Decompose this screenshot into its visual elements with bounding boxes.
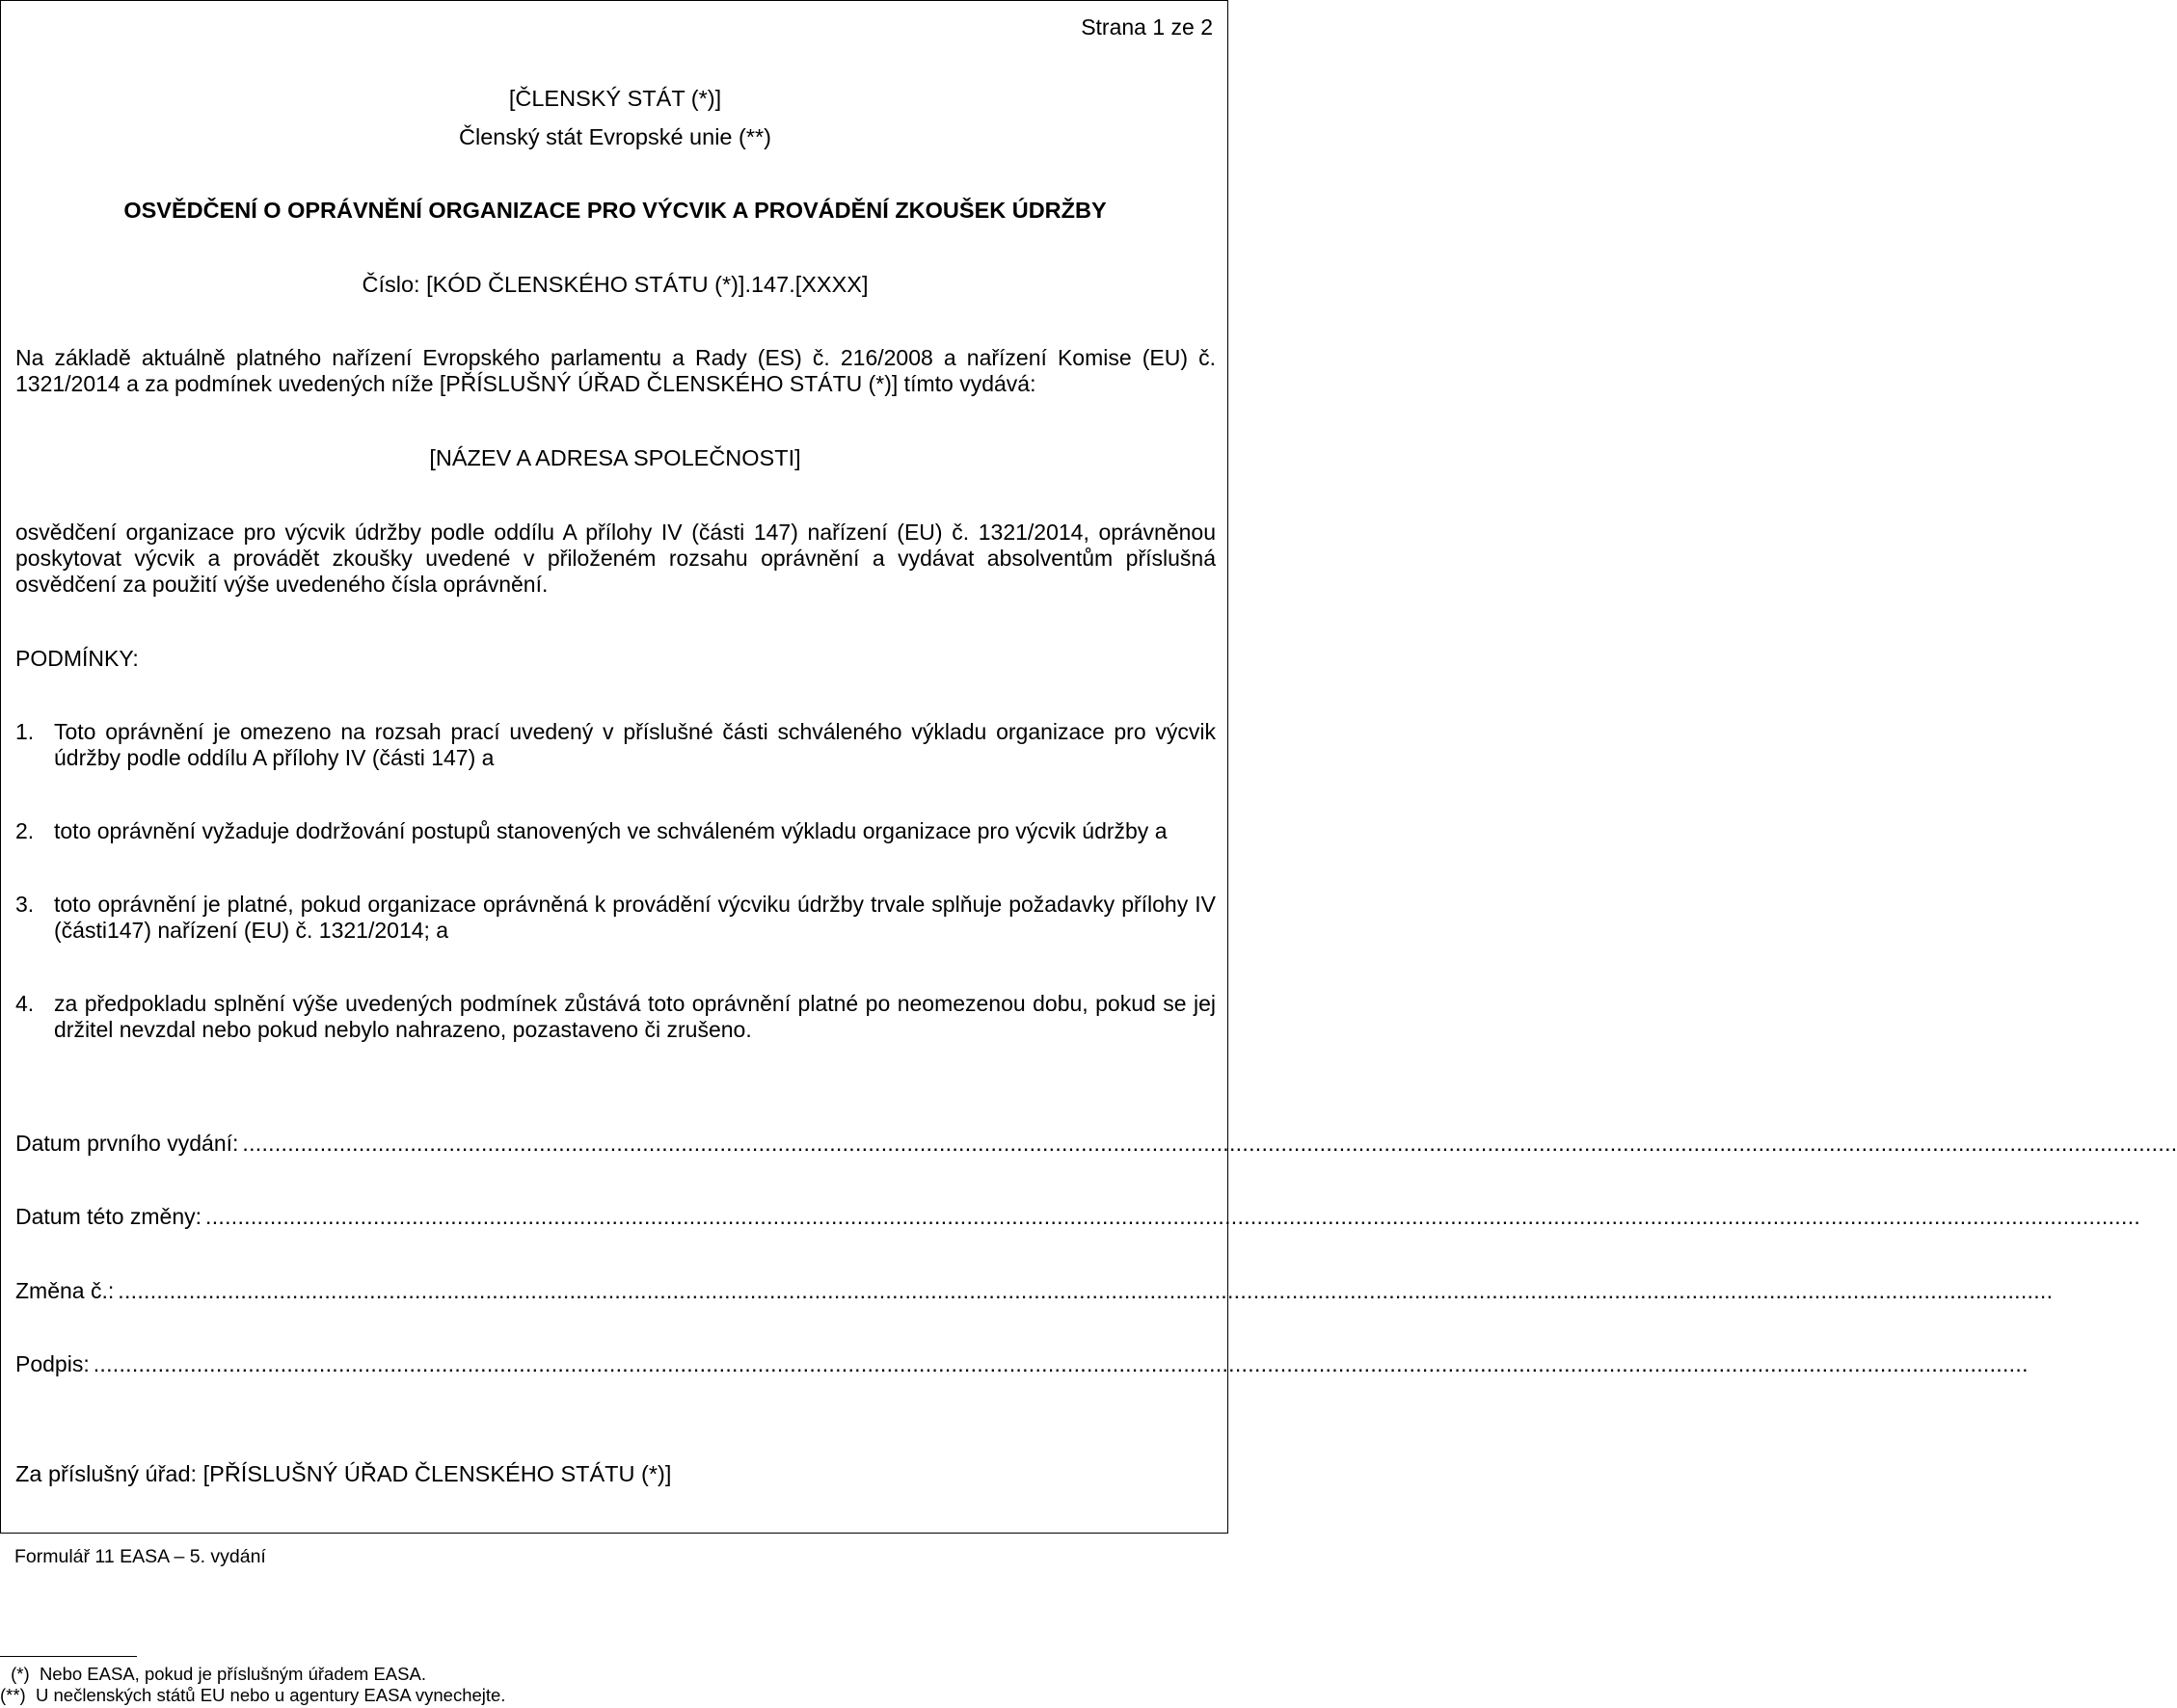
condition-number: 2.	[15, 818, 35, 843]
fill-line[interactable]: ............................................................................................................................................................................................................................................................................................................	[205, 1204, 2141, 1229]
condition-text: toto oprávnění je platné, pokud organizace oprávněná k provádění výcviku údržby trvale splňuje požadavky přílohy IV (části147) nařízení (EU) č. 1321/2014; a	[54, 892, 1216, 943]
change-date-label: Datum této změny:	[15, 1204, 202, 1229]
certificate-number: Číslo: [KÓD ČLENSKÉHO STÁTU (*)].147.[XXXX]	[362, 272, 869, 297]
footnote-1: (*) Nebo EASA, pokud je příslušným úřadem EASA.	[6, 1664, 426, 1684]
fill-line[interactable]: ............................................................................................................................................................................................................................................................................................................	[93, 1351, 2029, 1376]
company-placeholder: [NÁZEV A ADRESA SPOLEČNOSTI]	[429, 445, 801, 470]
condition-number: 3.	[15, 892, 35, 917]
intro-paragraph: Na základě aktuálně platného nařízení Evropského parlamentu a Rady (ES) č. 216/2008 a nařízení Komise (EU) č. 1321/2014 a za podmínek uvedených níže [PŘÍSLUŠNÝ ÚŘAD ČLENSKÉHO STÁTU (*)] tímto vydává:	[15, 345, 1216, 396]
condition-item	[15, 892, 1216, 944]
change-date-field[interactable]	[15, 1204, 2141, 1230]
fill-line[interactable]: ............................................................................................................................................................................................................................................................................................................	[242, 1131, 2177, 1156]
condition-item	[15, 991, 1216, 1043]
condition-item	[15, 818, 1216, 844]
condition-text: toto oprávnění vyžaduje dodržování postupů stanovených ve schváleném výkladu organizace pro výcvik údržby a	[54, 818, 1168, 843]
footnote-2: (**) U nečlenských států EU nebo u agentury EASA vynechejte.	[0, 1685, 506, 1705]
grant-paragraph: osvědčení organizace pro výcvik údržby podle oddílu A přílohy IV (části 147) nařízení (EU) č. 1321/2014, oprávněnou poskytovat výcvik a provádět zkoušky uvedené v přiloženém rozsahu oprávnění a vydávat absolventům příslušná osvědčení za použití výše uvedeného čísla oprávnění.	[15, 520, 1216, 597]
condition-number: 1.	[15, 719, 35, 744]
page-number: Strana 1 ze 2	[1081, 14, 1213, 40]
condition-text: za předpokladu splnění výše uvedených podmínek zůstává toto oprávnění platné po neomezenou dobu, pokud se jej držitel nevzdal nebo pokud nebylo nahrazeno, pozastaveno či zrušeno.	[54, 991, 1216, 1042]
change-number-label: Změna č.:	[15, 1278, 115, 1303]
condition-number: 4.	[15, 991, 35, 1016]
certificate-title: OSVĚDČENÍ O OPRÁVNĚNÍ ORGANIZACE PRO VÝCVIK A PROVÁDĚNÍ ZKOUŠEK ÚDRŽBY	[123, 198, 1107, 223]
authority-line: Za příslušný úřad: [PŘÍSLUŠNÝ ÚŘAD ČLENSKÉHO STÁTU (*)]	[15, 1461, 672, 1486]
form-identifier: Formulář 11 EASA – 5. vydání	[14, 1546, 266, 1567]
condition-text: Toto oprávnění je omezeno na rozsah prací uvedený v příslušné části schváleného výkladu organizace pro výcvik údržby podle oddílu A přílohy IV (části 147) a	[54, 719, 1216, 770]
change-number-field[interactable]	[15, 1278, 2054, 1304]
fill-line[interactable]: ............................................................................................................................................................................................................................................................................................................	[118, 1278, 2054, 1303]
footnote-divider	[0, 1656, 137, 1657]
conditions-heading: PODMÍNKY:	[15, 646, 139, 671]
signature-label: Podpis:	[15, 1351, 90, 1376]
condition-item	[15, 719, 1216, 771]
eu-member-heading: Členský stát Evropské unie (**)	[459, 124, 771, 149]
signature-field[interactable]	[15, 1351, 2029, 1377]
member-state-heading: [ČLENSKÝ STÁT (*)]	[508, 86, 722, 111]
first-issue-date-field[interactable]	[15, 1131, 2177, 1157]
first-issue-date-label: Datum prvního vydání:	[15, 1131, 239, 1156]
